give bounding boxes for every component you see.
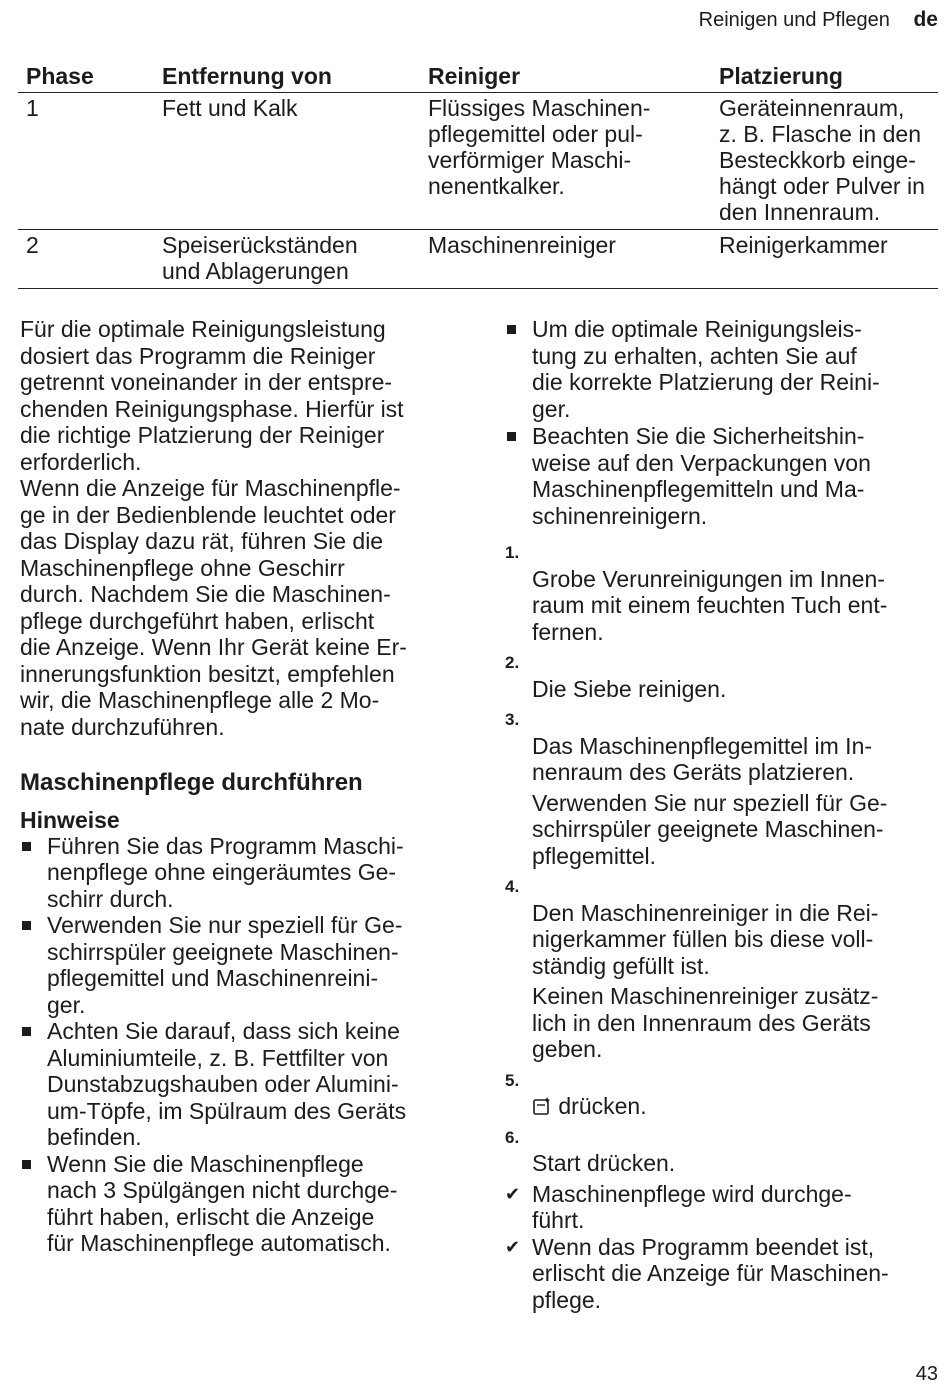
list-item: Achten Sie darauf, dass sich keine Aluminiumteile, z. B. Fettfilter von Dunstabzugshauben oder Alumini- um-Töpfe, im Spülraum des Geräts befinden. <box>20 1018 460 1151</box>
table-cell: Maschinenreiniger <box>428 232 616 258</box>
table-cell: Geräteinnenraum, z. B. Flasche in den Besteckkorb einge- hängt oder Pulver in den Innenraum. <box>719 95 925 225</box>
notes-list <box>20 833 460 1257</box>
list-item: Um die optimale Reinigungsleis- tung zu erhalten, achten Sie auf die korrekte Platzierung der Reini- ger. <box>505 316 940 422</box>
step-number: 5. <box>505 1070 520 1090</box>
list-item: Führen Sie das Programm Maschi- nenpflege ohne eingeräumtes Ge- schirr durch. <box>20 833 460 913</box>
table-cell: Fett und Kalk <box>162 95 298 121</box>
language-code: de <box>913 8 938 31</box>
steps-list <box>505 539 940 1177</box>
table-cell: 2 <box>26 232 39 258</box>
step-item: 1. Grobe Verunreinigungen im Innen- raum mit einem feuchten Tuch ent- fernen. <box>505 539 940 645</box>
result-list <box>505 1181 940 1314</box>
step-number: 1. <box>505 543 520 562</box>
step-number: 4. <box>505 877 520 896</box>
step-item: 3. Das Maschinenpflegemittel im In- nenraum des Geräts platzieren. <box>505 706 940 786</box>
table-row <box>18 93 938 230</box>
notes-list-continued <box>505 316 940 529</box>
bullet-square-icon <box>22 1160 31 1169</box>
phases-table <box>18 60 938 289</box>
reminder-paragraph: Wenn die Anzeige für Maschinenpfle- ge in der Bedienblende leuchtet oder das Display dazu rät, führen Sie die Maschinenpflege ohne Geschirr durch. Nachdem Sie die Maschinen- pflege durchgeführt haben, erlischt die Anzeige. Wenn Ihr Gerät keine Er- innerungsfunktion besitzt, empfehlen wir, die Maschinenpflege alle 2 Mo- nate durchzuführen. <box>20 475 407 740</box>
table-cell: 1 <box>26 95 39 121</box>
table-cell: Reinigerkammer <box>719 232 888 258</box>
bullet-square-icon <box>22 921 31 930</box>
step-number: 6. <box>505 1127 520 1147</box>
step-number: 3. <box>505 710 520 729</box>
bullet-square-icon <box>22 842 31 851</box>
step-item: 6. Start drücken. <box>505 1124 940 1177</box>
step-note: Verwenden Sie nur speziell für Ge- schirrspüler geeignete Maschinen- pflegemittel. <box>532 789 888 869</box>
column-header: Phase <box>18 60 154 93</box>
step-item: 4. Den Maschinenreiniger in die Rei- nigerkammer füllen bis diese voll- ständig gefüllt ist. <box>505 873 940 979</box>
table-header-row <box>18 60 938 93</box>
result-item: ✔ Wenn das Programm beendet ist, erlischt die Anzeige für Maschinen- pflege. <box>505 1233 889 1313</box>
page-header <box>699 8 938 32</box>
column-header: Entfernung von <box>154 60 420 93</box>
step-item: 2. Die Siebe reinigen. <box>505 649 940 702</box>
bullet-square-icon <box>507 432 516 441</box>
page-number: 43 <box>915 1363 938 1385</box>
step-note: Keinen Maschinenreiniger zusätz- lich in den Innenraum des Geräts geben. <box>532 983 879 1062</box>
list-item: Verwenden Sie nur speziell für Ge- schirrspüler geeignete Maschinen- pflegemittel und Maschinenreini- ger. <box>20 912 460 1018</box>
machine-care-icon <box>532 1095 552 1115</box>
intro-paragraph: Für die optimale Reinigungsleistung dosiert das Programm die Reiniger getrennt voneinander in der entspre- chenden Reinigungsphase. Hierfür ist die richtige Platzierung der Reiniger erforderlich. <box>20 316 404 475</box>
step-item: 5. drücken. <box>505 1067 940 1120</box>
section-heading: Maschinenpflege durchführen <box>20 769 363 796</box>
list-item: Beachten Sie die Sicherheitshin- weise auf den Verpackungen von Maschinenpflegemitteln und Ma- schinenreinigern. <box>505 423 940 529</box>
start-button-label: Start <box>532 1150 581 1176</box>
checkmark-icon: ✔ <box>505 1183 521 1204</box>
bullet-square-icon <box>507 325 516 334</box>
step-number: 2. <box>505 653 520 672</box>
column-header: Reiniger <box>420 60 711 93</box>
result-item: ✔ Maschinenpflege wird durchge- führt. <box>505 1180 852 1233</box>
section-title: Reinigen und Pflegen <box>698 9 890 31</box>
table-row <box>18 230 938 289</box>
notes-heading: Hinweise <box>20 806 120 833</box>
bullet-square-icon <box>22 1027 31 1036</box>
right-column <box>505 316 940 1313</box>
left-column <box>20 316 460 1257</box>
table-cell: Speiserückständen und Ablagerungen <box>162 232 358 284</box>
column-header: Platzierung <box>711 60 938 93</box>
table-cell: Flüssiges Maschinen- pflegemittel oder pul- verförmiger Maschi- nenentkalker. <box>428 95 651 199</box>
checkmark-icon: ✔ <box>505 1236 521 1257</box>
list-item: Wenn Sie die Maschinenpflege nach 3 Spülgängen nicht durchge- führt haben, erlischt die Anzeige für Maschinenpflege automatisch. <box>20 1151 460 1257</box>
